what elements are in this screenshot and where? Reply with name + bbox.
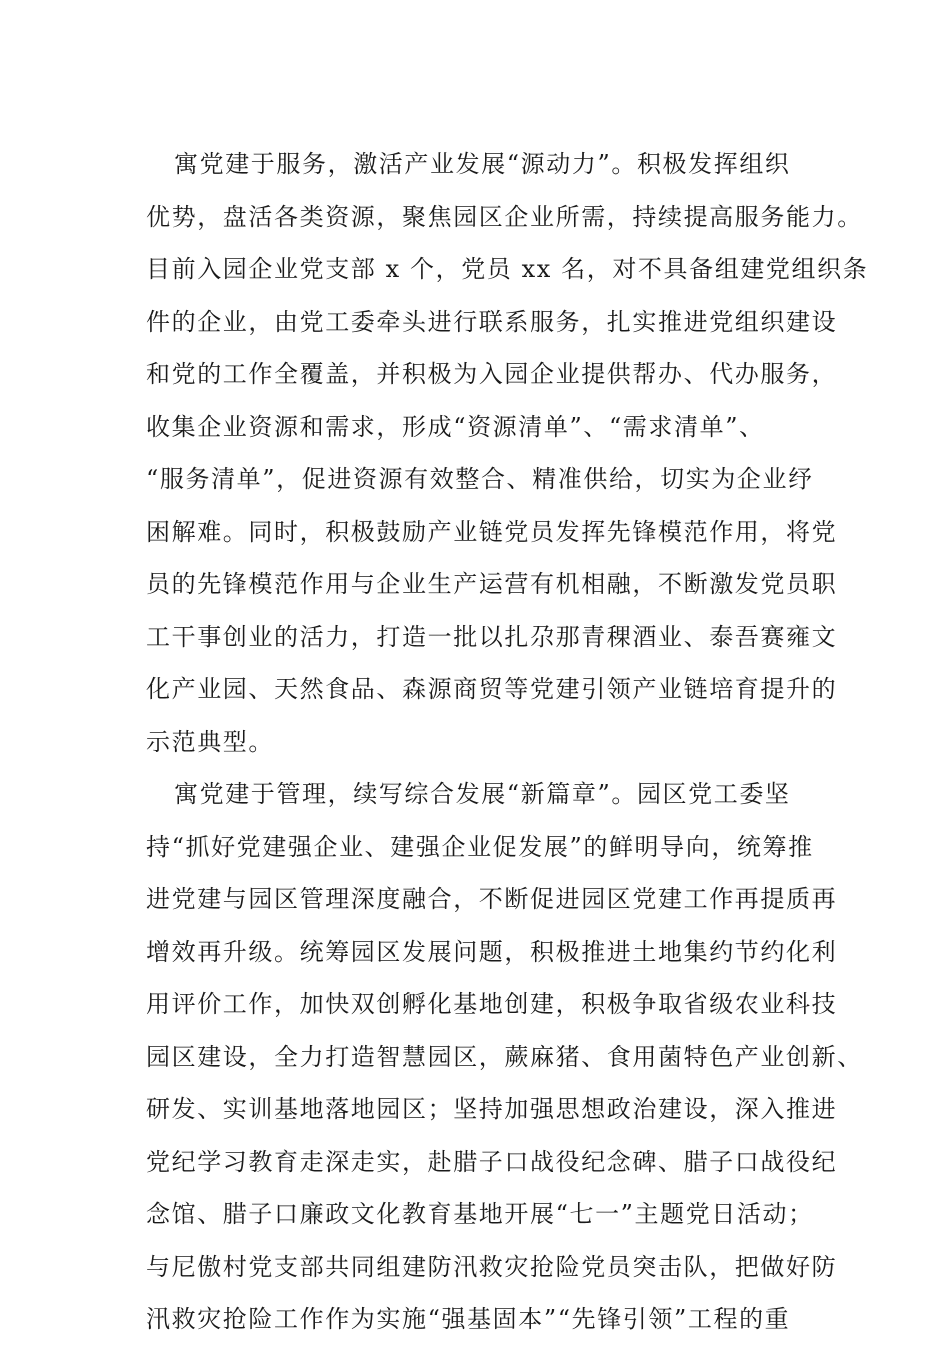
paragraph-2-line-4: 增效再升级。统筹园区发展问题，积极推进土地集约节约化利 bbox=[146, 937, 838, 966]
paragraph-2-line-3: 进党建与园区管理深度融合，不断促进园区党建工作再提质再 bbox=[146, 885, 838, 913]
paragraph-2-line-2: 持“抓好党建强企业、建强企业促发展”的鲜明导向，统筹推 bbox=[146, 832, 814, 861]
paragraph-1-line-11: 化产业园、天然食品、森源商贸等党建引领产业链培育提升的 bbox=[146, 675, 838, 703]
paragraph-1-line-3: 目前入园企业党支部 x 个，党员 xx 名，对不具备组建党组织条 bbox=[146, 255, 869, 283]
paragraph-2-line-1: 寓党建于管理，续写综合发展“新篇章”。园区党工委坚 bbox=[174, 780, 791, 808]
paragraph-1-line-12: 示范典型。 bbox=[146, 727, 274, 756]
paragraph-1-line-1: 寓党建于服务，激活产业发展“源动力”。积极发挥组织 bbox=[174, 150, 791, 178]
document-body bbox=[146, 138, 869, 1346]
paragraph-2-line-8: 党纪学习教育走深走实，赴腊子口战役纪念碑、腊子口战役纪 bbox=[146, 1147, 838, 1176]
paragraph-2-line-5: 用评价工作，加快双创孵化基地创建，积极争取省级农业科技 bbox=[146, 990, 838, 1018]
paragraph-2-line-7: 研发、实训基地落地园区；坚持加强思想政治建设，深入推进 bbox=[146, 1095, 838, 1123]
paragraph-2-line-6: 园区建设，全力打造智慧园区，蕨麻猪、食用菌特色产业创新、 bbox=[146, 1042, 863, 1071]
paragraph-1-line-4: 件的企业，由党工委牵头进行联系服务，扎实推进党组织建设 bbox=[146, 307, 838, 336]
paragraph-2-line-9: 念馆、腊子口廉政文化教育基地开展“七一”主题党日活动； bbox=[146, 1200, 814, 1228]
paragraph-1-line-2: 优势，盘活各类资源，聚焦园区企业所需，持续提高服务能力。 bbox=[146, 202, 863, 231]
paragraph-1-line-10: 工干事创业的活力，打造一批以扎尕那青稞酒业、泰吾赛雍文 bbox=[146, 622, 838, 651]
paragraph-2-line-10: 与尼傲村党支部共同组建防汛救灾抢险党员突击队，把做好防 bbox=[146, 1252, 838, 1281]
paragraph-1-line-9: 员的先锋模范作用与企业生产运营有机相融，不断激发党员职 bbox=[146, 570, 838, 598]
paragraph-1-line-7: “服务清单”，促进资源有效整合、精准供给，切实为企业纾 bbox=[146, 465, 814, 493]
paragraph-1-line-5: 和党的工作全覆盖，并积极为入园企业提供帮办、代办服务， bbox=[146, 360, 838, 388]
paragraph-2-line-11: 汛救灾抢险工作作为实施“强基固本”“先锋引领”工程的重 bbox=[146, 1305, 791, 1333]
paragraph-1-line-6: 收集企业资源和需求，形成“资源清单”、“需求清单”、 bbox=[146, 412, 765, 441]
paragraph-1-line-8: 困解难。同时，积极鼓励产业链党员发挥先锋模范作用，将党 bbox=[146, 517, 838, 546]
